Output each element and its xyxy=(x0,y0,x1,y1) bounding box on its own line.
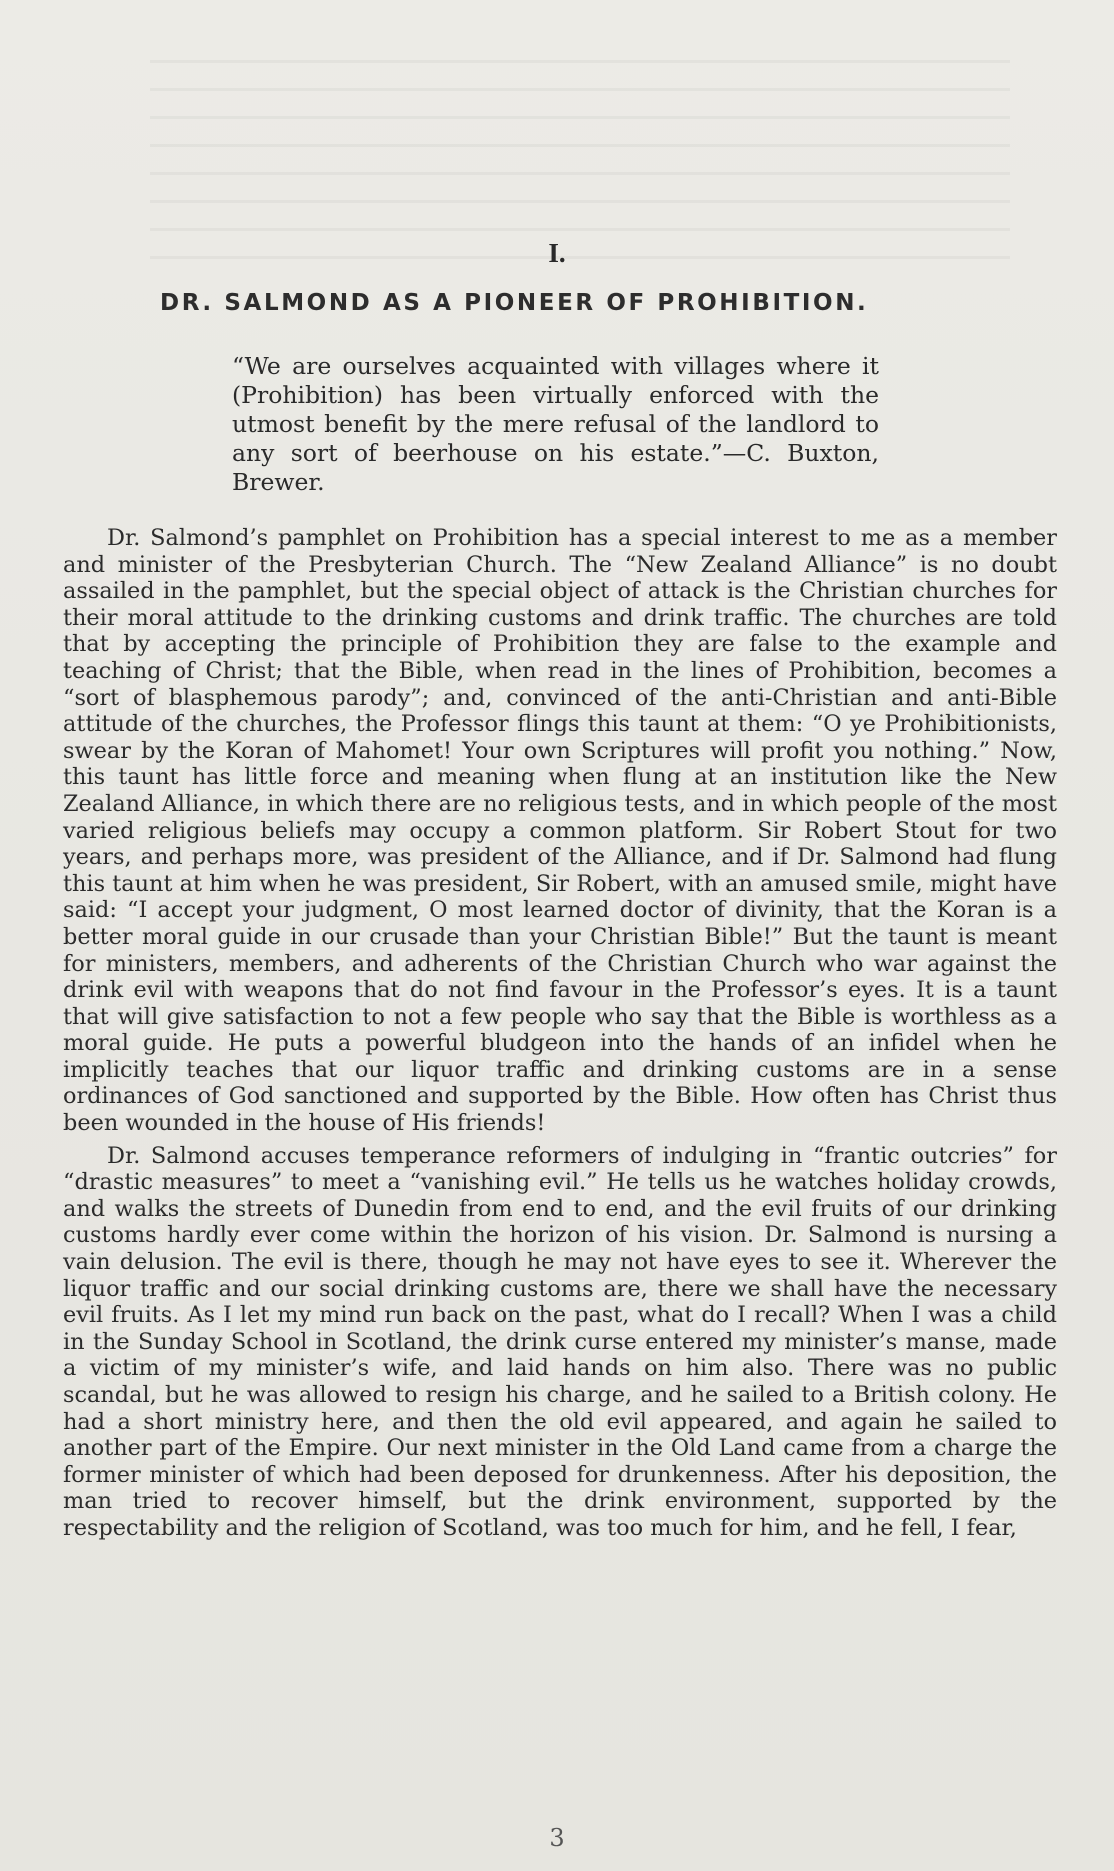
section-number: I. xyxy=(548,238,566,268)
paragraph: Dr. Salmond’s pamphlet on Prohibition has a special interest to me as a member and minister of the Presbyterian Church. The “New Zealand Alliance” is no doubt assailed in the pamphlet, but the special object of attack is the Christian churches for their moral attitude to the drinking customs and drink traffic. The churches are told that by accepting the principle of Prohibition they are false to the example and teaching of Christ; that the Bible, when read in the lines of Prohibition, becomes a “sort of blasphemous parody”; and, convinced of the anti-Christian and anti-Bible attitude of the churches, the Professor flings this taunt at them: “O ye Prohibitionists, swear by the Koran of Mahomet! Your own Scriptures will profit you nothing.” Now, this taunt has little force and meaning when flung at an institution like the New Zealand Alliance, in which there are no religious tests, and in which people of the most varied religious beliefs may occupy a common platform. Sir Robert Stout for two years, and perhaps more, was president of the Alliance, and if Dr. Salmond had flung this taunt at him when he was president, Sir Robert, with an amused smile, might have said: “I accept your judgment, O most learned doctor of divinity, that the Koran is a better moral guide in our crusade than your Christian Bible!” But the taunt is meant for ministers, members, and adherents of the Christian Church who war against the drink evil with weapons that do not find favour in the Professor’s eyes. It is a taunt that will give satisfaction to not a few people who say that the Bible is worthless as a moral guide. He puts a powerful bludgeon into the hands of an infidel when he implicitly teaches that our liquor traffic and drinking customs are in a sense ordinances of God sanctioned and supported by the Bible. How often has Christ thus been wounded in the house of His friends! xyxy=(63,525,1057,1137)
chapter-title: DR. SALMOND AS A PIONEER OF PROHIBITION. xyxy=(160,290,869,316)
epigraph-quote: “We are ourselves acquainted with villages where it (Prohibition) has been virtually enforced with the utmost benefit by the mere refusal of the landlord to any sort of beerhouse on his estate.”—C. Buxton, Brewer. xyxy=(232,352,879,496)
body-text xyxy=(63,525,1057,1548)
paragraph: Dr. Salmond accuses temperance reformers of indulging in “frantic outcries” for “drastic measures” to meet a “vanishing evil.” He tells us he watches holiday crowds, and walks the streets of Dunedin from end to end, and the evil fruits of our drinking customs hardly ever come within the horizon of his vision. Dr. Salmond is nursing a vain delusion. The evil is there, though he may not have eyes to see it. Wherever the liquor traffic and our social drinking customs are, there we shall have the necessary evil fruits. As I let my mind run back on the past, what do I recall? When I was a child in the Sunday School in Scotland, the drink curse entered my minister’s manse, made a victim of my minister’s wife, and laid hands on him also. There was no public scandal, but he was allowed to resign his charge, and he sailed to a British colony. He had a short ministry here, and then the old evil appeared, and again he sailed to another part of the Empire. Our next minister in the Old Land came from a charge the former minister of which had been deposed for drunkenness. After his deposition, the man tried to recover himself, but the drink environment, supported by the respectability and the religion of Scotland, was too much for him, and he fell, I fear, xyxy=(63,1142,1057,1541)
page-number: 3 xyxy=(549,1824,565,1852)
